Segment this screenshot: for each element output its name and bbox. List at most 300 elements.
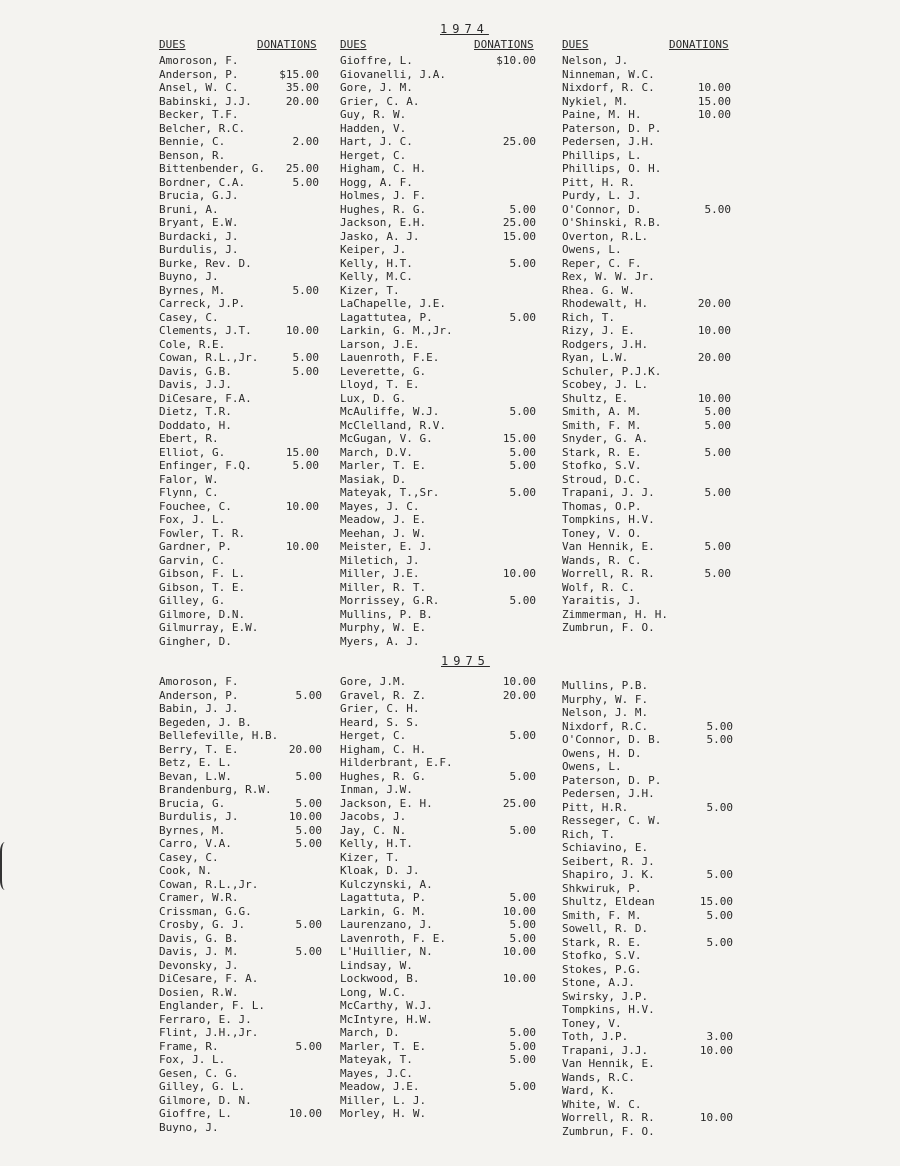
member-name: March, D. [340,1026,400,1039]
member-name: Paine, M. H. [562,108,642,121]
list-row [340,527,536,541]
list-row [340,675,536,689]
member-name: McIntyre, H.W. [340,1012,433,1026]
member-name: Gesen, C. G. [159,1066,239,1080]
member-name: Pitt, H. R. [562,175,635,189]
member-name: Gravel, R. Z. [340,688,427,702]
donation-amount: 20.00 [697,297,731,310]
donation-amount: 10.00 [288,1107,322,1120]
member-name: Pedersen, J.H. [562,135,655,148]
member-name: L'Huillier, N. [340,945,433,958]
member-name: Gilley, G. [159,594,226,607]
member-name: Long, W.C. [340,985,407,999]
list-row [159,270,319,284]
list-row [562,392,731,406]
list-row [159,770,322,784]
member-name: Grier, C. A. [340,94,420,108]
member-name: Heard, S. S. [340,715,420,729]
member-name: Worrell, R. R. [562,1111,655,1124]
list-row [340,837,536,851]
member-name: Phillips, L. [562,148,642,162]
donation-amount: 25.00 [502,135,536,148]
list-row [562,459,731,473]
list-row [562,1084,733,1098]
list-row [159,635,319,649]
list-row [562,747,733,761]
list-row [159,743,322,757]
list-row [159,311,319,325]
donation-amount: 5.00 [509,1026,536,1039]
member-name: Englander, F. L. [159,999,265,1012]
donation-amount: 5.00 [509,769,536,783]
donation-amount: 5.00 [295,769,322,783]
list-row [562,378,731,392]
member-name: Lauenroth, F.E. [340,351,440,364]
donation-amount: $10.00 [496,54,536,67]
member-name: Ward, K. [562,1084,615,1097]
list-row [340,365,536,379]
member-name: Smith, F. M. [562,418,642,432]
list-row [159,351,319,365]
member-name: Wands, R.C. [562,1070,635,1084]
member-name: Inman, J.W. [340,783,413,796]
member-name: Carreck, J.P. [159,297,246,310]
member-name: Owens, L. [562,243,622,256]
donation-amount: 3.00 [706,1030,733,1043]
member-name: Hughes, R. G. [340,769,427,783]
list-row [562,963,733,977]
list-row [340,945,536,959]
list-row [562,540,731,554]
member-name: Rhea. G. W. [562,283,635,297]
member-name: Casey, C. [159,310,219,324]
list-row [159,1026,322,1040]
donation-amount: 5.00 [706,935,733,949]
list-row [562,814,733,828]
list-row [340,68,536,82]
donation-amount: 5.00 [509,1080,536,1093]
year-heading-1975: 1975 [441,654,490,668]
member-name: Lavenroth, F. E. [340,931,446,945]
list-1975-col1 [159,675,322,1134]
member-name: Rich, T. [562,827,615,841]
list-row [159,392,319,406]
member-name: Amoroson, F. [159,54,239,67]
member-name: Resseger, C. W. [562,814,662,827]
member-name: Dietz, T.R. [159,405,232,418]
list-row [340,392,536,406]
list-row [340,378,536,392]
donation-amount: 5.00 [704,540,731,553]
member-name: Seibert, R. J. [562,854,655,868]
list-row [562,297,731,311]
list-row [340,108,536,122]
list-row [340,797,536,811]
member-name: White, W. C. [562,1097,642,1111]
member-name: Cole, R.E. [159,337,226,351]
member-name: Marler, T. E. [340,1039,427,1053]
list-row [159,986,322,1000]
list-row [562,720,733,734]
list-row [340,311,536,325]
list-1974-col1 [159,54,319,648]
member-name: Shultz, E. [562,391,629,405]
member-name: Hogg, A. F. [340,175,413,189]
list-row [340,432,536,446]
list-row [562,1125,733,1139]
member-name: Elliot, G. [159,445,226,459]
list-row [159,54,319,68]
member-name: Toney, V. O. [562,526,642,540]
donation-amount: 5.00 [295,945,322,958]
list-row [340,189,536,203]
member-name: Cook, N. [159,864,212,877]
list-row [340,635,536,649]
list-row [562,68,731,82]
member-name: Keiper, J. [340,243,407,256]
member-name: Davis, G.B. [159,364,232,378]
list-row [159,702,322,716]
list-row [159,432,319,446]
list-row [562,828,733,842]
member-name: Devonsky, J. [159,958,239,972]
list-row [159,1107,322,1121]
list-row [562,365,731,379]
member-name: Bennie, C. [159,135,226,148]
donation-amount: 15.00 [697,94,731,108]
list-row [562,1030,733,1044]
donation-amount: 5.00 [509,891,536,904]
list-row [340,864,536,878]
member-name: Gilley, G. L. [159,1080,246,1093]
list-row [562,581,731,595]
member-name: Gilmurray, E.W. [159,621,259,634]
member-name: Rex, W. W. Jr. [562,270,655,283]
list-row [562,95,731,109]
member-name: Flynn, C. [159,486,219,499]
member-name: Morrissey, G.R. [340,594,440,607]
member-name: Stofko, S.V. [562,949,642,962]
member-name: Kizer, T. [340,283,400,297]
list-row [562,594,731,608]
member-name: Davis, J.J. [159,378,232,391]
member-name: Higham, C. H. [340,742,427,756]
member-name: Purdy, L. J. [562,189,642,202]
list-row [159,1094,322,1108]
margin-mark [0,842,10,890]
member-name: Mayes, J. C. [340,499,420,513]
donation-amount: 10.00 [288,810,322,823]
member-name: Lagattutea, P. [340,310,433,324]
list-1975-col3 [562,679,733,1138]
member-name: Bruni, A. [159,202,219,216]
list-row [562,760,733,774]
list-row [340,54,536,68]
list-row [340,1013,536,1027]
header-dues-2: DUES [340,38,367,51]
list-row [340,95,536,109]
list-row [340,473,536,487]
member-name: Garvin, C. [159,553,226,567]
donation-amount: 20.00 [288,742,322,756]
member-name: Trapani, J.J. [562,1043,649,1057]
list-row [340,689,536,703]
list-row [159,135,319,149]
donation-amount: 5.00 [509,918,536,931]
list-row [159,675,322,689]
donation-amount: 10.00 [699,1111,733,1124]
list-row [562,176,731,190]
list-row [159,1080,322,1094]
list-row [562,1098,733,1112]
member-name: Anderson, P. [159,688,239,702]
member-name: Stone, A.J. [562,976,635,989]
member-name: Rizy, J. E. [562,324,635,337]
list-row [340,500,536,514]
list-row [340,446,536,460]
list-row [340,986,536,1000]
list-row [340,203,536,217]
member-name: Casey, C. [159,850,219,864]
list-row [340,918,536,932]
donation-amount: 5.00 [704,445,731,459]
member-name: Lloyd, T. E. [340,378,420,391]
member-name: Brucia, G.J. [159,189,239,202]
list-row [159,810,322,824]
list-row [340,297,536,311]
list-row [159,297,319,311]
member-name: Ninneman, W.C. [562,67,655,81]
member-name: Meehan, J. W. [340,526,427,540]
list-row [562,990,733,1004]
member-name: Zumbrun, F. O. [562,1124,655,1138]
member-name: Holmes, J. F. [340,189,427,202]
member-name: Paterson, D. P. [562,773,662,787]
member-name: Pedersen, J.H. [562,787,655,800]
member-name: Rhodewalt, H. [562,297,649,310]
list-row [340,594,536,608]
member-name: Zimmerman, H. H. [562,607,668,621]
list-row [562,513,731,527]
donation-amount: 10.00 [285,499,319,513]
member-name: Lindsay, W. [340,958,413,972]
member-name: Yaraitis, J. [562,594,642,607]
list-row [340,419,536,433]
member-name: LaChapelle, J.E. [340,297,446,310]
list-row [159,689,322,703]
donation-amount: 5.00 [509,405,536,418]
list-row [340,1053,536,1067]
donation-amount: 5.00 [706,719,733,733]
list-row [159,459,319,473]
donation-amount: 5.00 [292,459,319,472]
list-row [340,824,536,838]
list-row [159,527,319,541]
member-name: Myers, A. J. [340,634,420,648]
list-row [159,230,319,244]
donation-amount: 5.00 [706,868,733,881]
list-row [159,149,319,163]
member-name: Van Hennik, E. [562,540,655,553]
member-name: Carro, V.A. [159,837,232,850]
list-row [159,797,322,811]
list-row [340,351,536,365]
list-row [159,945,322,959]
list-row [562,216,731,230]
member-name: Mateyak, T. [340,1053,413,1066]
list-1974-col2 [340,54,536,648]
member-name: Mullins, P. B. [340,607,433,621]
member-name: Paterson, D. P. [562,121,662,135]
member-name: Higham, C. H. [340,162,427,175]
list-row [159,81,319,95]
list-1975-col2 [340,675,536,1121]
list-row [340,891,536,905]
list-row [340,1094,536,1108]
list-row [562,567,731,581]
list-row [340,1026,536,1040]
header-dues-3: DUES [562,38,589,51]
list-row [159,999,322,1013]
list-row [159,1067,322,1081]
list-row [340,1067,536,1081]
list-row [340,554,536,568]
list-row [159,1013,322,1027]
list-row [562,936,733,950]
list-row [562,868,733,882]
list-row [340,756,536,770]
list-row [562,1017,733,1031]
member-name: Zumbrun, F. O. [562,621,655,634]
list-row [340,729,536,743]
member-name: Stokes, P.G. [562,962,642,976]
list-row [562,81,731,95]
member-name: Enfinger, F.Q. [159,459,252,472]
member-name: Betz, E. L. [159,756,232,769]
member-name: O'Connor, D. [562,202,642,216]
member-name: Stofko, S.V. [562,459,642,472]
list-row [562,149,731,163]
list-row [562,311,731,325]
donation-amount: 15.00 [502,229,536,243]
member-name: Tompkins, H.V. [562,513,655,526]
member-name: Ebert, R. [159,432,219,445]
list-row [340,1040,536,1054]
list-row [159,783,322,797]
member-name: Kulczynski, A. [340,877,433,891]
member-name: Herget, C. [340,148,407,162]
member-name: Gore, J. M. [340,81,413,94]
list-row [562,419,731,433]
member-name: Ryan, L.W. [562,351,629,364]
list-row [562,621,731,635]
list-row [562,135,731,149]
donation-amount: 5.00 [509,310,536,324]
donation-amount: 5.00 [706,733,733,746]
donation-amount: 5.00 [509,202,536,216]
list-row [159,338,319,352]
member-name: Lagattuta, P. [340,891,427,904]
member-name: Begeden, J. B. [159,715,252,729]
member-name: Nykiel, M. [562,94,629,108]
donation-amount: 5.00 [292,175,319,189]
list-row [159,324,319,338]
list-row [159,851,322,865]
member-name: Kloak, D. J. [340,864,420,877]
list-row [562,203,731,217]
member-name: Guy, R. W. [340,108,407,121]
member-name: Hilderbrant, E.F. [340,756,453,769]
list-row [340,851,536,865]
list-row [159,216,319,230]
member-name: Babinski, J.J. [159,94,252,108]
member-name: Gibson, T. E. [159,580,246,594]
member-name: McAuliffe, W.J. [340,405,440,418]
donation-amount: 25.00 [502,216,536,229]
list-row [159,243,319,257]
list-row [562,284,731,298]
list-row [562,500,731,514]
donation-amount: 5.00 [509,1039,536,1053]
member-name: Snyder, G. A. [562,432,649,445]
list-row [562,801,733,815]
member-name: Meadow, J. E. [340,513,427,526]
list-row [562,554,731,568]
member-name: Wands, R. C. [562,553,642,567]
member-name: Jackson, E. H. [340,796,433,810]
list-row [159,959,322,973]
donation-amount: 5.00 [509,823,536,837]
list-row [159,486,319,500]
member-name: Shapiro, J. K. [562,868,655,881]
list-row [562,432,731,446]
donation-amount: 10.00 [502,675,536,688]
list-row [340,284,536,298]
list-row [562,1111,733,1125]
member-name: Toney, V. [562,1016,622,1030]
member-name: Van Hennik, E. [562,1057,655,1070]
member-name: Nelson, J. [562,54,629,67]
list-row [340,932,536,946]
list-row [340,81,536,95]
member-name: Larkin, G. M. [340,904,427,918]
member-name: McGugan, V. G. [340,432,433,445]
list-row [340,540,536,554]
list-row [159,189,319,203]
list-row [340,338,536,352]
member-name: Gioffre, L. [340,54,413,67]
list-row [562,189,731,203]
member-name: Owens, H. D. [562,746,642,760]
list-row [562,162,731,176]
donation-amount: 10.00 [502,945,536,958]
member-name: Bordner, C.A. [159,175,246,189]
list-row [340,621,536,635]
member-name: Shultz, Eldean [562,895,655,908]
list-row [159,405,319,419]
list-row [159,513,319,527]
list-row [562,351,731,365]
member-name: Hadden, V. [340,121,407,135]
member-name: Reper, C. F. [562,256,642,270]
member-name: Mullins, P.B. [562,679,649,692]
member-name: Schiavino, E. [562,841,649,854]
donation-amount: 5.00 [704,202,731,216]
member-name: Thomas, O.P. [562,499,642,513]
member-name: Bellefeville, H.B. [159,729,279,742]
member-name: Meister, E. J. [340,540,433,553]
list-row [562,230,731,244]
